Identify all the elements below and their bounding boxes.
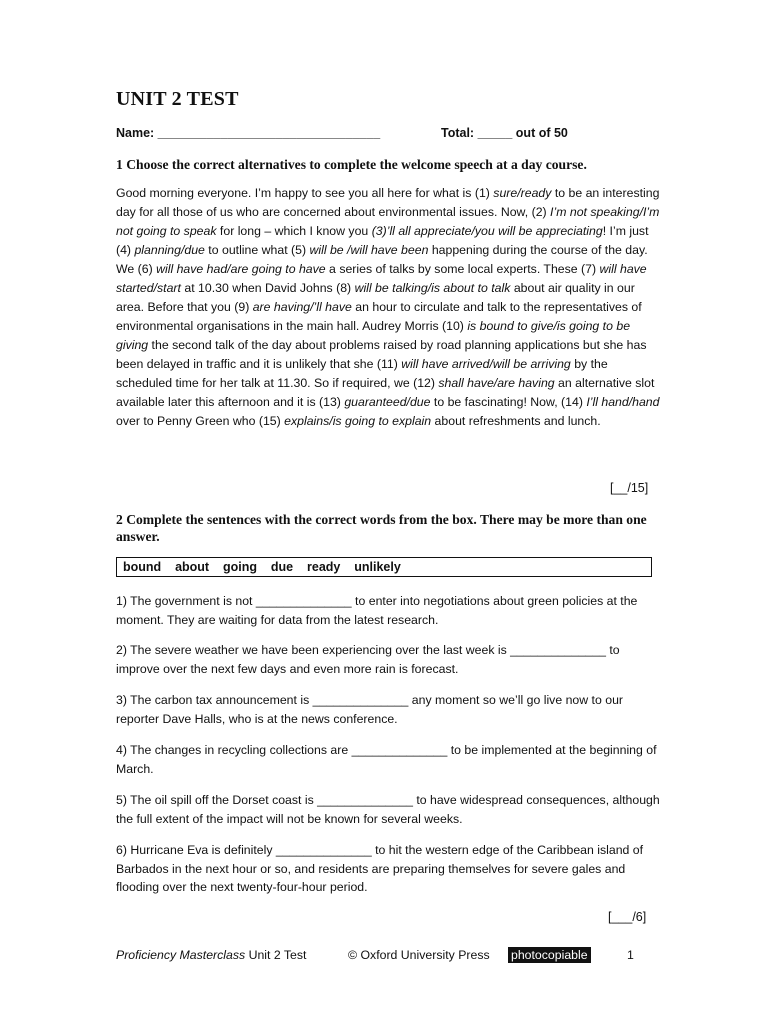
speech-alternatives: guaranteed/due — [344, 395, 431, 409]
section2-heading: 2 Complete the sentences with the correct words from the box. There may be more than one answer. — [116, 512, 647, 544]
speech-text: over to Penny Green who (15) — [116, 414, 285, 428]
speech-text: an hour to circulate and talk to the representatives of environmental organisations in the main hall. Audrey Morris (10) — [116, 300, 642, 333]
speech-text: happening during the course of the day. We (6) — [116, 243, 648, 276]
section2-score: [___/6] — [608, 910, 647, 924]
name-total-row — [116, 126, 660, 140]
speech-alternatives: explains/is going to explain — [284, 414, 432, 428]
sentence-6: 6) Hurricane Eva is definitely ______________ to hit the western edge of the Caribbean island of Barbados in the next hour or so, and residents are preparing themselves for severe gales and flooding over the next twenty-four-hour period. — [116, 843, 644, 894]
sentence-3: 3) The carbon tax announcement is ______________ any moment so we’ll go live now to our reporter Dave Halls, who is at the news conference. — [116, 693, 624, 726]
speech-alternatives: (3)’ll all appreciate/you will be appreciating — [371, 224, 603, 238]
speech-text: about refreshments and lunch. — [431, 414, 601, 428]
speech-text: for long – which I know you — [216, 224, 372, 238]
speech-alternatives: planning/due — [134, 243, 205, 257]
speech-text: about air quality in our area. Before that you (9) — [116, 281, 635, 314]
sentence-5: 5) The oil spill off the Dorset coast is ______________ to have widespread consequences, although the full extent of the impact will not be known for several weeks. — [116, 793, 660, 826]
footer-book-series: Proficiency Masterclass — [116, 948, 246, 962]
total-field-label: Total: _____ out of 50 — [441, 126, 568, 140]
page-title: UNIT 2 TEST — [116, 88, 239, 110]
photocopiable-badge: photocopiable — [508, 947, 591, 963]
section1-score: [__/15] — [610, 481, 649, 495]
speech-alternatives: will be /will have been — [309, 243, 429, 257]
speech-alternatives: I’ll hand/hand — [586, 395, 660, 409]
speech-text: an alternative slot available later this afternoon and it is (13) — [116, 376, 655, 409]
sentence-4: 4) The changes in recycling collections are ______________ to be implemented at the beginning of March. — [116, 743, 657, 776]
speech-alternatives: are having/’ll have — [252, 300, 352, 314]
footer-copyright: © Oxford University Press — [348, 948, 490, 962]
section1-heading: 1 Choose the correct alternatives to complete the welcome speech at a day course. — [116, 157, 587, 172]
speech-text: ! I’m just (4) — [116, 224, 649, 257]
name-field-label: Name: ________________________________ — [116, 126, 381, 140]
speech-text: to be fascinating! Now, (14) — [430, 395, 587, 409]
speech-text: Good morning everyone. I’m happy to see you all here for what is (1) — [116, 186, 494, 200]
sentence-1: 1) The government is not ______________ to enter into negotiations about green policies at the moment. They are waiting for data from the latest research. — [116, 594, 638, 627]
speech-text: the second talk of the day about problems raised by road planning applications but she has been delayed in traffic and it is unlikely that she (11) — [116, 338, 647, 371]
speech-alternatives: shall have/are having — [438, 376, 555, 390]
speech-alternatives: will have started/start — [116, 262, 647, 295]
speech-alternatives: I’m not speaking/I’m not going to speak — [116, 205, 660, 238]
speech-text: a series of talks by some local experts. These (7) — [325, 262, 600, 276]
speech-text: to be an interesting day for all those of us who are concerned about environmental issues. Now, (2) — [116, 186, 660, 219]
word-box: bound about going due ready unlikely — [116, 557, 652, 577]
speech-alternatives: will have arrived/will be arriving — [401, 357, 571, 371]
welcome-speech-paragraph — [116, 184, 660, 431]
sentence-2: 2) The severe weather we have been experiencing over the last week is ______________ to improve over the next few days and even more rain is forecast. — [116, 643, 620, 676]
speech-text: by the scheduled time for her talk at 11.30. So if required, we (12) — [116, 357, 608, 390]
speech-alternatives: sure/ready — [493, 186, 552, 200]
speech-alternatives: will be talking/is about to talk — [354, 281, 511, 295]
speech-text: at 10.30 when David Johns (8) — [180, 281, 355, 295]
page-number: 1 — [627, 948, 634, 962]
footer-book-title — [116, 948, 306, 962]
speech-alternatives: will have had/are going to have — [156, 262, 326, 276]
footer-book-unit: Unit 2 Test — [245, 948, 307, 962]
speech-alternatives: is bound to give/is going to be giving — [116, 319, 631, 352]
speech-text: to outline what (5) — [204, 243, 310, 257]
